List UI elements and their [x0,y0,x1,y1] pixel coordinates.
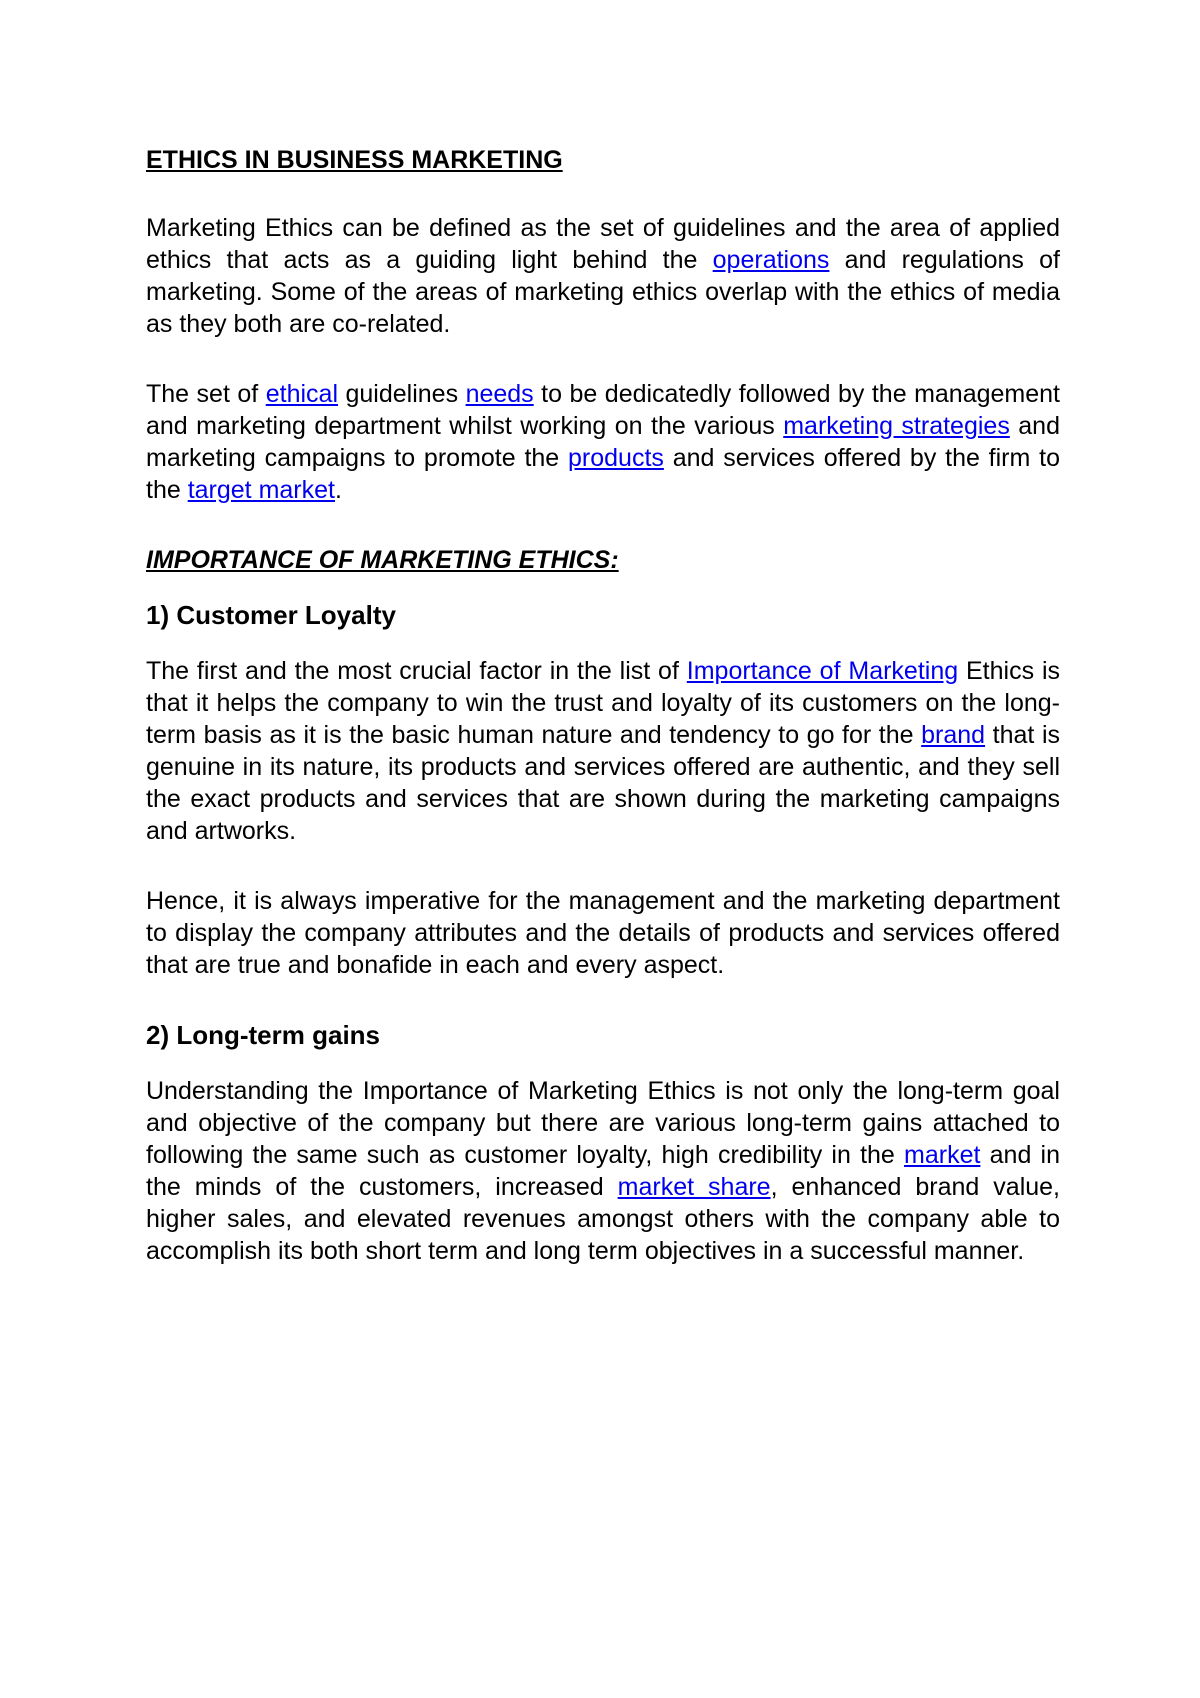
text-run: The set of [146,380,266,408]
text-run: Marketing Ethics can be defined as the set of guidelines and the area of applied ethics that acts as a guiding light behind the [146,214,1060,274]
link-importance-of-marketing[interactable]: Importance of Marketing [686,657,959,685]
importance-heading: IMPORTANCE OF MARKETING ETHICS: [146,546,619,574]
text-run: that is genuine in its nature, its products and services offered are authentic, and they sell the exact products and services that are shown during the marketing campaigns and artworks. [146,721,1060,845]
text-run: and in the minds of the customers, increased [146,1141,1061,1201]
text-run: Ethics is that it helps the company to win the trust and loyalty of its customers on the long-term basis as it is the basic human nature and tendency to go for the [146,657,1060,749]
text-run: and marketing campaigns to promote the [146,412,1060,472]
link-target-market[interactable]: target market [187,476,335,504]
link-market[interactable]: market [904,1141,981,1169]
link-marketing-strategies[interactable]: marketing strategies [783,412,1010,440]
document-body [146,144,1060,1305]
link-brand[interactable]: brand [921,721,986,749]
text-run: , enhanced brand value, higher sales, and elevated revenues amongst others with the company able to accomplish its both short term and long term objectives in a successful manner. [146,1173,1060,1265]
section-2-paragraph-1 [146,1075,1060,1267]
section-1-heading: 1) Customer Loyalty [146,600,396,630]
section-1-paragraph-1 [146,655,1060,847]
link-needs[interactable]: needs [465,380,534,408]
text-run: and regulations of marketing. Some of the areas of marketing ethics overlap with the ethics of media as they both are co-related. [146,246,1060,338]
link-products[interactable]: products [568,444,664,472]
section-2-heading: 2) Long-term gains [146,1020,381,1050]
text-run: and services offered by the firm to the [146,444,1060,504]
text-run: Understanding the Importance of Marketing Ethics is not only the long-term goal and objective of the company but there are various long-term gains attached to following the same such as customer loyalty, high credibility in the [146,1077,1060,1169]
intro-paragraph-2 [146,378,1060,506]
text-run: The first and the most crucial factor in the list of [146,657,687,685]
text-run: to be dedicatedly followed by the management and marketing department whilst working on the various [146,380,1061,440]
document-title: ETHICS IN BUSINESS MARKETING [146,146,563,174]
link-operations[interactable]: operations [712,246,830,274]
text-run: guidelines [338,380,466,408]
link-ethical[interactable]: ethical [265,380,338,408]
text-run: . [334,476,342,504]
link-market-share[interactable]: market share [617,1173,771,1201]
section-1-paragraph-2: Hence, it is always imperative for the management and the marketing department to display the company attributes and the details of products and services offered that are true and bonafide in each and every aspect. [146,887,1060,979]
intro-paragraph-1 [146,212,1060,340]
